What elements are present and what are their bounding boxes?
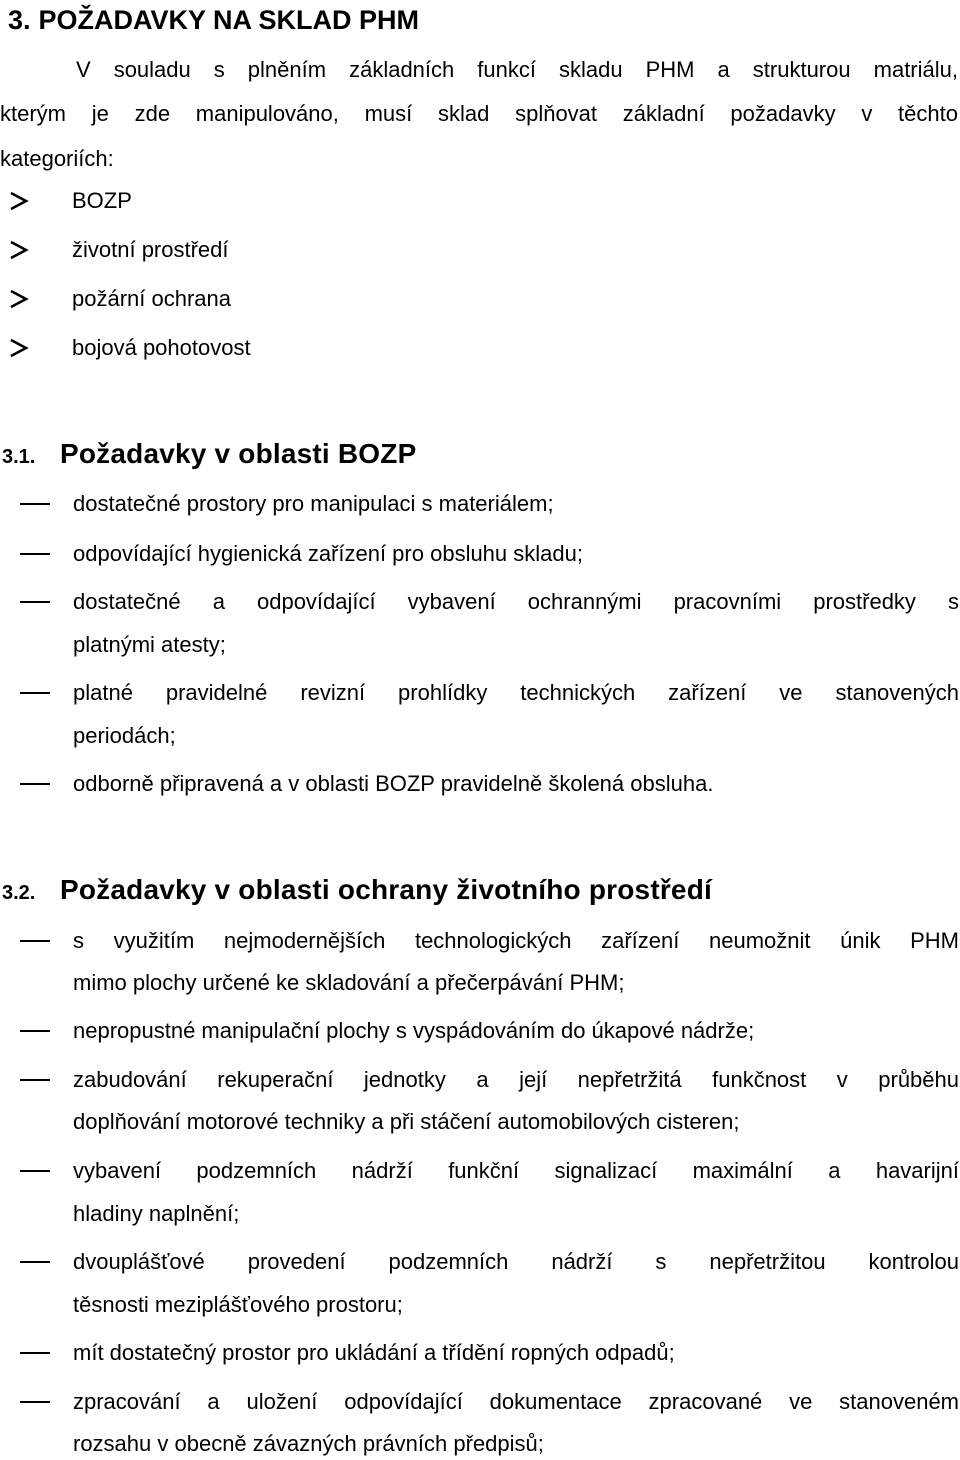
dash-bullet bbox=[20, 1401, 50, 1403]
intro-line-3: kategoriích: bbox=[0, 146, 114, 171]
section-number: 3.2. bbox=[2, 882, 36, 904]
list-item-text: těsnosti meziplášťového prostoru; bbox=[73, 1292, 403, 1317]
section-heading-bozp bbox=[2, 438, 416, 470]
list-item-text: odborně připravená a v oblasti BOZP pravidelně školená obsluha. bbox=[73, 771, 714, 796]
chevron-right-icon bbox=[8, 190, 30, 212]
list-item-text: dostatečné a odpovídající vybavení ochrannými pracovními prostředky s bbox=[73, 589, 959, 614]
dash-bullet bbox=[20, 1170, 50, 1172]
list-item-text: dvouplášťové provedení podzemních nádrží s nepřetržitou kontrolou bbox=[73, 1249, 959, 1274]
category-item bbox=[8, 333, 251, 363]
section-number: 3.1. bbox=[2, 446, 36, 468]
list-item-text: dostatečné prostory pro manipulaci s materiálem; bbox=[73, 491, 554, 516]
category-label: požární ochrana bbox=[72, 286, 231, 311]
list-item-text: mimo plochy určené ke skladování a přečerpávání PHM; bbox=[73, 970, 625, 995]
list-item-text: vybavení podzemních nádrží funkční signalizací maximální a havarijní bbox=[73, 1158, 959, 1183]
section-title: Požadavky v oblasti ochrany životního prostředí bbox=[60, 874, 712, 905]
list-item-text: platné pravidelné revizní prohlídky technických zařízení ve stanovených bbox=[73, 680, 959, 705]
heading-title: POŽADAVKY NA SKLAD PHM bbox=[38, 5, 420, 35]
dash-bullet bbox=[20, 1352, 50, 1354]
list-item-text: platnými atesty; bbox=[73, 632, 226, 657]
page-heading bbox=[8, 2, 419, 38]
list-item-text: hladiny naplnění; bbox=[73, 1201, 240, 1226]
dash-bullet bbox=[20, 1030, 50, 1032]
category-item bbox=[8, 186, 132, 216]
dash-bullet bbox=[20, 783, 50, 785]
category-item bbox=[8, 235, 229, 265]
dash-bullet bbox=[20, 1079, 50, 1081]
chevron-right-icon bbox=[8, 337, 30, 359]
list-item-text: nepropustné manipulační plochy s vyspádováním do úkapové nádrže; bbox=[73, 1018, 755, 1043]
section-heading-environment bbox=[2, 874, 712, 906]
dash-bullet bbox=[20, 553, 50, 555]
chevron-right-icon bbox=[8, 239, 30, 261]
list-item-text: s využitím nejmodernějších technologických zařízení neumožnit únik PHM bbox=[73, 928, 959, 953]
intro-line-2: kterým je zde manipulováno, musí sklad splňovat základní požadavky v těchto bbox=[0, 101, 958, 126]
list-item-text: doplňování motorové techniky a při stáčení automobilových cisteren; bbox=[73, 1109, 740, 1134]
dash-bullet bbox=[20, 1261, 50, 1263]
dash-bullet bbox=[20, 601, 50, 603]
list-item-text: periodách; bbox=[73, 723, 176, 748]
list-item-text: rozsahu v obecně závazných právních předpisů; bbox=[73, 1431, 544, 1456]
chevron-right-icon bbox=[8, 288, 30, 310]
dash-bullet bbox=[20, 503, 50, 505]
category-label: životní prostředí bbox=[72, 237, 229, 262]
list-item-text: zabudování rekuperační jednotky a její nepřetržitá funkčnost v průběhu bbox=[73, 1067, 959, 1092]
intro-line-1: V souladu s plněním základních funkcí skladu PHM a strukturou matriálu, bbox=[76, 57, 958, 82]
category-item bbox=[8, 284, 231, 314]
heading-number: 3. bbox=[8, 5, 31, 35]
list-item-text: zpracování a uložení odpovídající dokumentace zpracované ve stanoveném bbox=[73, 1389, 959, 1414]
dash-bullet bbox=[20, 692, 50, 694]
category-label: BOZP bbox=[72, 188, 132, 213]
list-item-text: odpovídající hygienická zařízení pro obsluhu skladu; bbox=[73, 541, 583, 566]
category-label: bojová pohotovost bbox=[72, 335, 251, 360]
dash-bullet bbox=[20, 940, 50, 942]
list-item-text: mít dostatečný prostor pro ukládání a třídění ropných odpadů; bbox=[73, 1340, 675, 1365]
section-title: Požadavky v oblasti BOZP bbox=[60, 438, 417, 469]
